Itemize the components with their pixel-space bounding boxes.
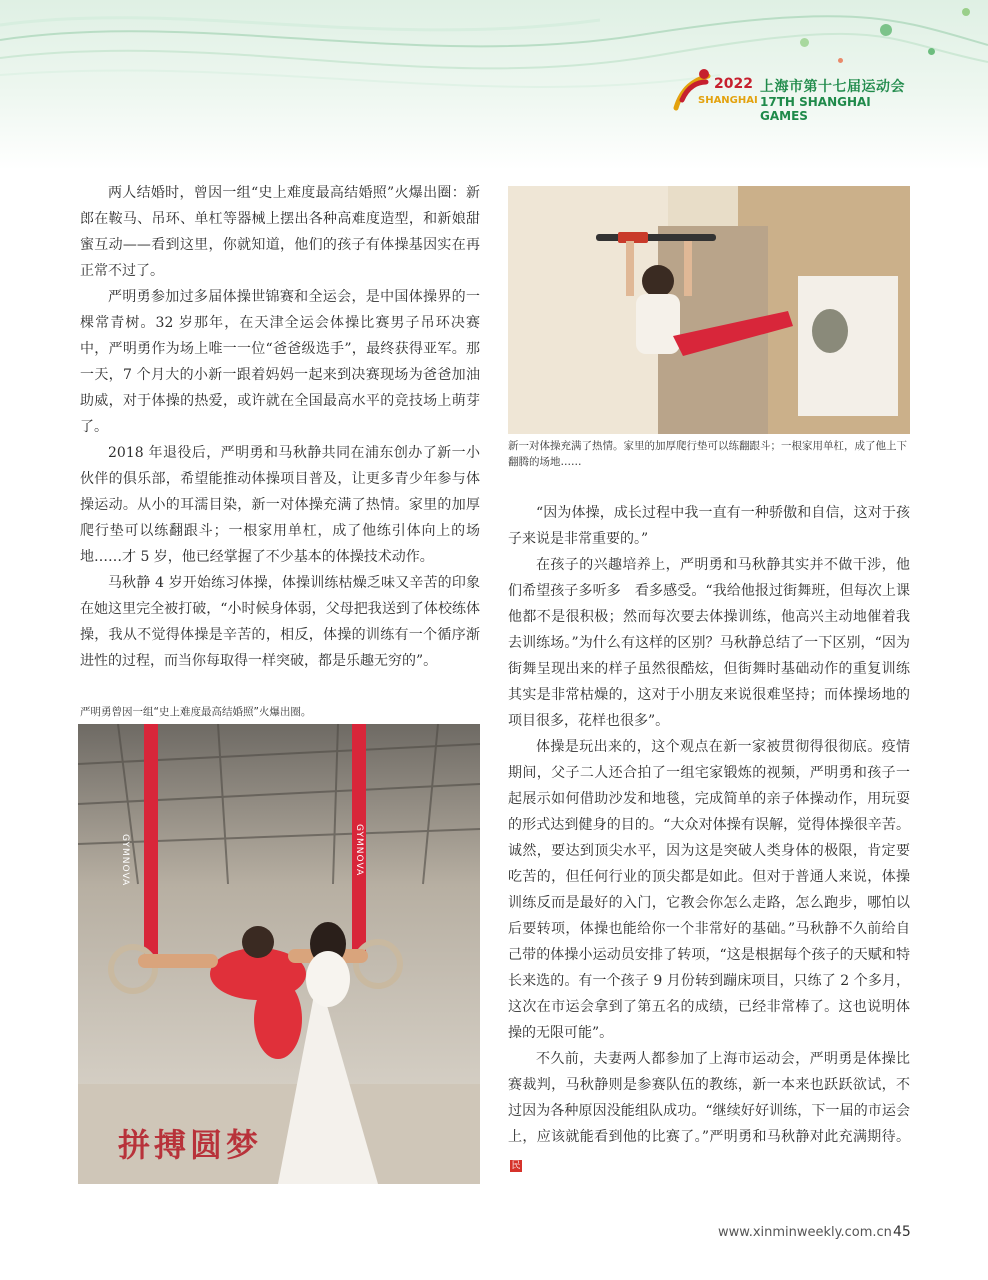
right-article-column — [508, 500, 910, 1176]
article-paragraph: 严明勇参加过多届体操世锦赛和全运会，是中国体操界的一棵常青树。32 岁那年，在天津全运会体操比赛男子吊环决赛中，严明勇作为场上唯一一位“爸爸级选手”，最终获得亚军。那一天，7 个月大的小新一跟着妈妈一起来到决赛现场为爸爸加油助威，对于体操的热爱，或许就在全国最高水平的竞技场上萌芽了。 — [80, 289, 480, 435]
logo-title-cn: 上海市第十七届运动会 — [760, 79, 905, 95]
boy-photo-caption: 新一对体操充满了热情。家里的加厚爬行垫可以练翻跟斗；一根家用单杠，成了他上下翻腾的场地…… — [508, 440, 907, 468]
strap-text-right: GYMNOVA — [354, 824, 364, 877]
games-logo — [668, 66, 918, 123]
games-emblem-icon — [668, 66, 718, 116]
article-paragraph: 两人结婚时，曾因一组“史上难度最高结婚照”火爆出圈：新郎在鞍马、吊环、单杠等器械上摆出各种高难度造型，和新娘甜蜜互动——看到这里，你就知道，他们的孩子有体操基因实在再正常不过了。 — [80, 185, 480, 279]
logo-title-en: 17TH SHANGHAI GAMES — [760, 95, 871, 123]
wedding-rings-photo — [78, 724, 480, 1184]
article-paragraph-last — [508, 1046, 910, 1176]
logo-city: SHANGHAI — [698, 95, 758, 106]
article-paragraph-text: 不久前，夫妻两人都参加了上海市运动会，严明勇是体操比赛裁判，马秋静则是参赛队伍的教练，新一本来也跃跃欲试，不过因为各种原因没能组队成功。“继续好好训练，下一届的市运会上，应该就能看到他的比赛了。”严明勇和马秋静对此充满期待。 — [508, 1051, 910, 1145]
article-paragraph: 2018 年退役后，严明勇和马秋静共同在浦东创办了新一小伙伴的俱乐部，希望能推动体操项目普及，让更多青少年参与体操运动。从小的耳濡目染，新一对体操充满了热情。家里的加厚爬行垫可以练翻跟斗；一根家用单杠，成了他练引体向上的场地……才 5 岁，他已经掌握了不少基本的体操技术动作。 — [80, 445, 480, 565]
article-paragraph: 在孩子的兴趣培养上，严明勇和马秋静其实并不做干涉，他们希望孩子多听多 看多感受。“我给他报过街舞班，但每次上课他都不是很积极；然而每次要去体操训练，他高兴主动地催着我去训练场。”为什么有这样的区别？马秋静总结了一下区别，“因为街舞呈现出来的样子虽然很酷炫，但街舞时基础动作的重复训练其实是非常枯燥的，这对于小朋友来说很难坚持；而体操场地的项目很多，花样也很多”。 — [508, 557, 910, 729]
article-paragraph: 体操是玩出来的，这个观点在新一家被贯彻得很彻底。疫情期间，父子二人还合拍了一组宅家锻炼的视频，严明勇和孩子一起展示如何借助沙发和地毯，完成简单的亲子体操动作，用玩耍的形式达到健身的目的。“大众对体操有误解，觉得体操很辛苦。诚然，要达到顶尖水平，因为这是突破人类身体的极限，肯定要吃苦的，但任何行业的顶尖都是如此。但对于普通人来说，体操训练反而是最好的入门，它教会你怎么走路，怎么跑步，哪怕以后要转项，体操也能给你一个非常好的基础。”马秋静不久前给自己带的体操小运动员安排了转项，“这是根据每个孩子的天赋和特长来选的。有一个孩子 9 月份转到蹦床项目，只练了 2 个多月，这次在市运会拿到了第五名的成绩，已经非常棒了。这也说明体操的无限可能”。 — [508, 739, 910, 1041]
footer-url: www.xinminweekly.com.cn — [718, 1225, 892, 1240]
end-mark-icon: 民 — [511, 1161, 521, 1171]
gym-banner-text: 拼搏圆梦 — [118, 1126, 263, 1164]
article-paragraph: “因为体操，成长过程中我一直有一种骄傲和自信，这对于孩子来说是非常重要的。” — [508, 505, 910, 547]
left-article-column — [80, 180, 480, 674]
boy-on-bar-photo — [508, 186, 910, 434]
article-paragraph: 马秋静 4 岁开始练习体操，体操训练枯燥乏味又辛苦的印象在她这里完全被打破，“小时候身体弱，父母把我送到了体校练体操，我从不觉得体操是辛苦的，相反，体操的训练有一个循序渐进性的过程，而当你每取得一样突破，都是乐趣无穷的”。 — [80, 575, 480, 669]
strap-text-left: GYMNOVA — [120, 834, 130, 887]
page-number: 45 — [893, 1224, 911, 1240]
logo-year: 2022 — [714, 76, 753, 92]
wedding-photo-caption: 严明勇曾因一组“史上难度最高结婚照”火爆出圈。 — [80, 706, 312, 718]
